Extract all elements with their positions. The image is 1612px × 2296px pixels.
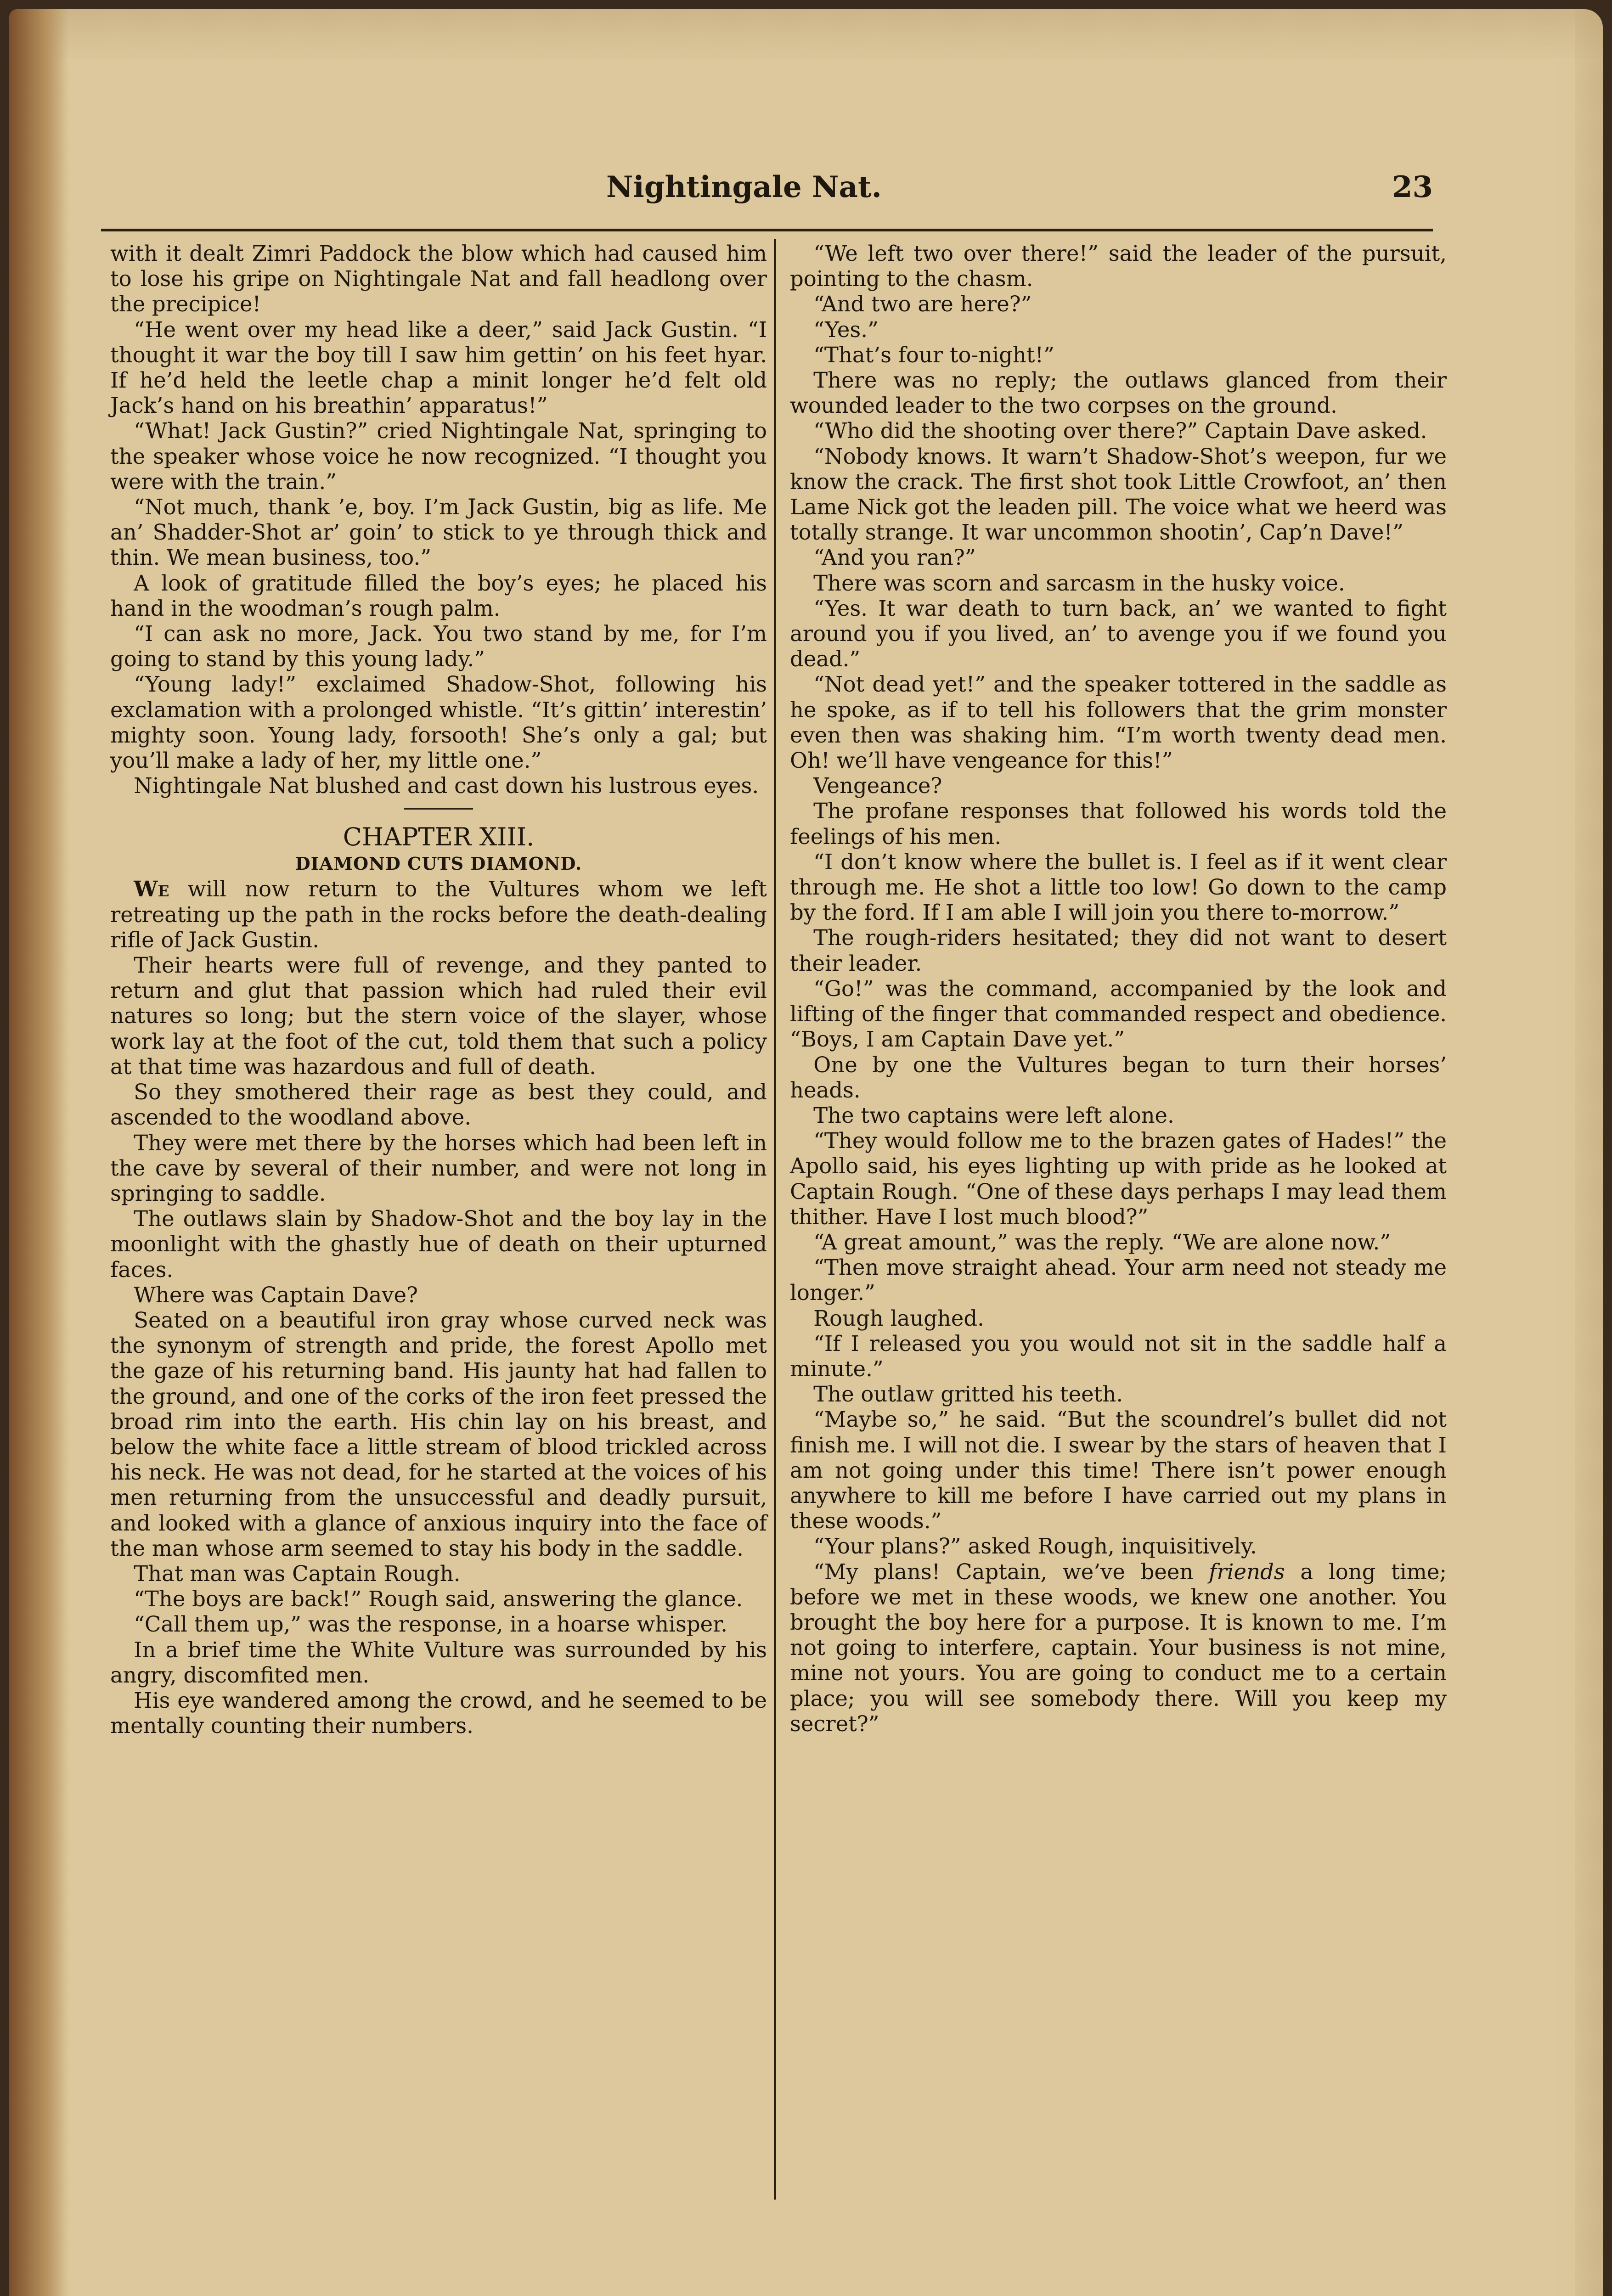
paragraph: Seated on a beautiful iron gray whose curved neck was the synonym of strength and pride, the forest Apollo met the gaze of his returning band. His jaunty hat had fallen to the ground, and one of the corks of the iron feet pressed the broad rim into the earth. His chin lay on his breast, and below the white face a little stream of blood trickled across his neck. He was not dead, for he started at the voices of his men returning from the unsuccessful and deadly pursuit, and looked with a glance of anxious inquiry into the face of the man whose arm seemed to stay his body in the saddle. [110,1307,767,1561]
opening-text: will now return to the Vultures whom we left retreating up the path in the rocks before the death-dealing rifle of Jack Gustin. [110,877,767,952]
paragraph: with it dealt Zimri Paddock the blow which had caused him to lose his gripe on Nightingale Nat and fall headlong over the precipice! [110,241,767,317]
paragraph: “Call them up,” was the response, in a hoarse whisper. [134,1612,728,1637]
paragraph: “I can ask no more, Jack. You two stand by me, for I’m going to stand by this young lady.” [110,621,767,672]
final-paragraph [790,1559,1447,1737]
paragraph: “Who did the shooting over there?” Captain Dave asked. [813,418,1427,444]
paragraph: Vengeance? [813,773,942,799]
paragraph: They were met there by the horses which had been left in the cave by several of their number, and were not long in springing to saddle. [110,1130,767,1206]
header-rule [101,229,1433,231]
paragraph: “Maybe so,” he said. “But the scoundrel’s bullet did not finish me. I will not die. I swear by the stars of heaven that I am not going under this time! There isn’t power enough anywhere to kill me before I have carried out my plans in these woods.” [790,1407,1447,1534]
page-spine-edge [9,9,69,2296]
paragraph: “And two are here?” [813,292,1032,317]
paragraph: “Yes.” [813,317,879,342]
paragraph: “Then move straight ahead. Your arm need not steady me longer.” [790,1255,1447,1306]
paragraph: “If I released you you would not sit in the saddle half a minute.” [790,1331,1447,1381]
paragraph: “Young lady!” exclaimed Shadow-Shot, following his exclamation with a prolonged whistle. “It’s gittin’ interestin’ mighty soon. Young lady, forsooth! She’s only a gal; but you’ll make a lady of her, my little one.” [110,672,767,773]
paragraph: “Your plans?” asked Rough, inquisitively. [813,1534,1257,1559]
paragraph: “Go!” was the command, accompanied by the look and lifting of the finger that commanded respect and obedience. “Boys, I am Captain Dave yet.” [790,976,1447,1052]
paragraph: A look of gratitude filled the boy’s eyes; he placed his hand in the woodman’s rough palm. [110,570,767,621]
italic-word: friends [1209,1559,1285,1584]
paragraph: In a brief time the White Vulture was surrounded by his angry, discomfited men. [110,1637,767,1688]
paragraph: “I don’t know where the bullet is. I feel as if it went clear through me. He shot a little too low! Go down to the camp by the ford. If I am able I will join you there to-morrow.” [790,849,1447,925]
paragraph: His eye wandered among the crowd, and he seemed to be mentally counting their numbers. [110,1688,767,1739]
paragraph: “What! Jack Gustin?” cried Nightingale Nat, springing to the speaker whose voice he now recognized. “I thought you were with the train.” [110,418,767,494]
chapter-subtitle: DIAMOND CUTS DIAMOND. [295,853,582,874]
paragraph: “Yes. It war death to turn back, an’ we wanted to fight around you if you lived, an’ to avenge you if we found you dead.” [790,596,1447,672]
paragraph: “Nobody knows. It warn’t Shadow-Shot’s weepon, fur we know the crack. The first shot took Little Crowfoot, an’ then Lame Nick got the leaden pill. The voice what we heerd was totally strange. It war uncommon shootin’, Cap’n Dave!” [790,444,1447,545]
paragraph: The profane responses that followed his words told the feelings of his men. [790,799,1447,849]
paragraph: “He went over my head like a deer,” said Jack Gustin. “I thought it war the boy till I saw him gettin’ on his feet hyar. If he’d held the leetle chap a minit longer he’d felt old Jack’s hand on his breathin’ apparatus!” [110,317,767,418]
opening-word: We [134,876,169,902]
paragraph: “That’s four to-night!” [813,342,1054,367]
right-column [790,241,1447,1737]
paragraph: “A great amount,” was the reply. “We are alone now.” [813,1229,1391,1255]
paragraph: There was no reply; the outlaws glanced from their wounded leader to the two corpses on the ground. [790,368,1447,418]
paragraph: “Not much, thank ’e, boy. I’m Jack Gustin, big as life. Me an’ Shadder-Shot ar’ goin’ to stick to ye through thick and thin. We mean business, too.” [110,495,767,570]
paragraph: Rough laughed. [813,1306,984,1331]
paragraph: Their hearts were full of revenge, and they panted to return and glut that passion which had ruled their evil natures so long; but the stern voice of the slayer, whose work lay at the foot of the cut, told them that such a policy at that time was hazardous and full of death. [110,953,767,1079]
chapter-title: CHAPTER XIII. [343,822,535,852]
text-segment: a long time; before we met in these woods, we knew one another. You brought the boy here for a purpose. It is known to me. I’m not going to interfere, captain. Your business is not mine, mine not yours. You are going to conduct me to a certain place; you will see somebody there. Will you keep my secret?” [790,1559,1447,1736]
paragraph: One by one the Vultures began to turn their horses’ heads. [790,1052,1447,1103]
paragraph: “We left two over there!” said the leader of the pursuit, pointing to the chasm. [790,241,1447,292]
paragraph: The outlaws slain by Shadow-Shot and the boy lay in the moonlight with the ghastly hue of death on their upturned faces. [110,1206,767,1282]
paragraph: “The boys are back!” Rough said, answering the glance. [134,1587,743,1612]
paragraph: “They would follow me to the brazen gates of Hades!” the Apollo said, his eyes lighting up with pride as he looked at Captain Rough. “One of these days perhaps I may lead them thither. Have I lost much blood?” [790,1128,1447,1229]
chapter-opening-paragraph [110,876,767,953]
paragraph: Where was Captain Dave? [134,1282,418,1307]
page-header [101,161,1433,216]
left-column [110,241,767,1739]
text-segment: “My plans! Captain, we’ve been [813,1559,1209,1584]
paragraph: “And you ran?” [813,545,976,570]
paragraph: There was scorn and sarcasm in the husky voice. [813,570,1345,596]
running-title: Nightingale Nat. [606,170,882,204]
paragraph: “Not dead yet!” and the speaker tottered in the saddle as he spoke, as if to tell his followers that the grim monster even then was shaking him. “I’m worth twenty dead men. Oh! we’ll have vengeance for this!” [790,672,1447,773]
section-divider [404,808,473,810]
paragraph: The rough-riders hesitated; they did not want to desert their leader. [790,925,1447,976]
paragraph: The outlaw gritted his teeth. [813,1382,1123,1407]
paragraph: That man was Captain Rough. [134,1561,461,1586]
paragraph: The two captains were left alone. [813,1103,1174,1128]
paragraph: So they smothered their rage as best they could, and ascended to the woodland above. [110,1080,767,1130]
page-number: 23 [1392,170,1433,204]
paragraph: Nightingale Nat blushed and cast down his lustrous eyes. [134,773,759,799]
column-divider [774,239,776,2200]
book-page [9,9,1603,2296]
